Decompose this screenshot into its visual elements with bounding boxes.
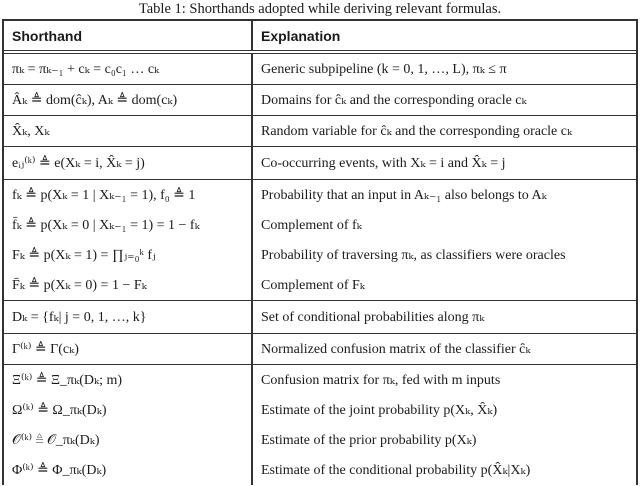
table-row bbox=[4, 365, 636, 395]
shorthand-cell: Γ⁽ᵏ⁾ ≜ Γ(cₖ) bbox=[4, 334, 253, 364]
shorthand-table bbox=[2, 19, 638, 485]
table-row bbox=[4, 455, 636, 485]
header-shorthand: Shorthand bbox=[4, 21, 253, 50]
explanation-cell: Generic subpipeline (k = 0, 1, …, L), πₖ ≤ π bbox=[261, 61, 507, 77]
shorthand-cell: Ω⁽ᵏ⁾ ≜ Ω_πₖ(Dₖ) bbox=[4, 395, 253, 425]
explanation-cell: Normalized confusion matrix of the classifier ĉₖ bbox=[261, 341, 531, 357]
table-row bbox=[4, 270, 636, 301]
table-row bbox=[4, 301, 636, 334]
explanation-cell: Complement of fₖ bbox=[261, 217, 362, 233]
shorthand-cell: πₖ = πₖ₋₁ + cₖ = c₀c₁ … cₖ bbox=[4, 54, 253, 84]
table-row bbox=[4, 54, 636, 85]
shorthand-cell: Âₖ ≜ dom(ĉₖ), Aₖ ≜ dom(cₖ) bbox=[4, 85, 253, 115]
table-caption: Table 1: Shorthands adopted while deriving relevant formulas. bbox=[138, 1, 502, 17]
table-row bbox=[4, 425, 636, 455]
explanation-cell: Estimate of the joint probability p(Xₖ, X̂ₖ) bbox=[261, 402, 498, 418]
explanation-cell: Confusion matrix for πₖ, fed with m inputs bbox=[261, 372, 501, 388]
table-header bbox=[4, 21, 636, 54]
shorthand-cell: Φ⁽ᵏ⁾ ≜ Φ_πₖ(Dₖ) bbox=[4, 455, 253, 485]
explanation-cell: Set of conditional probabilities along πₖ bbox=[261, 309, 485, 325]
explanation-cell: Complement of Fₖ bbox=[261, 277, 365, 293]
shorthand-cell: Ξ⁽ᵏ⁾ ≜ Ξ_πₖ(Dₖ; m) bbox=[4, 365, 253, 395]
table-body bbox=[4, 54, 636, 485]
table-row bbox=[4, 116, 636, 147]
explanation-cell: Co-occurring events, with Xₖ = i and X̂ₖ = j bbox=[261, 155, 506, 171]
table-row bbox=[4, 147, 636, 180]
shorthand-cell: F̄ₖ ≜ p(Xₖ = 0) = 1 − Fₖ bbox=[4, 270, 253, 300]
explanation-cell: Domains for ĉₖ and the corresponding oracle cₖ bbox=[261, 92, 527, 108]
explanation-cell: Estimate of the prior probability p(Xₖ) bbox=[261, 432, 477, 448]
shorthand-cell: Dₖ = {fₖ| j = 0, 1, …, k} bbox=[4, 301, 253, 333]
shorthand-cell: fₖ ≜ p(Xₖ = 1 | Xₖ₋₁ = 1), f₀ ≜ 1 bbox=[4, 180, 253, 210]
table-row bbox=[4, 180, 636, 210]
explanation-cell: Probability of traversing πₖ, as classifiers were oracles bbox=[261, 247, 566, 263]
table-row bbox=[4, 210, 636, 240]
table-row bbox=[4, 395, 636, 425]
shorthand-cell: Fₖ ≜ p(Xₖ = 1) = ∏ⱼ₌₀ᵏ fⱼ bbox=[4, 240, 253, 270]
table-row bbox=[4, 334, 636, 365]
table-row bbox=[4, 240, 636, 270]
explanation-cell: Random variable for ĉₖ and the corresponding oracle cₖ bbox=[261, 123, 573, 139]
shorthand-cell: 𝒪⁽ᵏ⁾ ≜ 𝒪_πₖ(Dₖ) bbox=[4, 425, 253, 455]
explanation-cell: Probability that an input in Aₖ₋₁ also belongs to Aₖ bbox=[261, 187, 547, 203]
shorthand-cell: eᵢⱼ⁽ᵏ⁾ ≜ e(Xₖ = i, X̂ₖ = j) bbox=[4, 147, 253, 179]
shorthand-cell: X̂ₖ, Xₖ bbox=[4, 116, 253, 146]
explanation-cell: Estimate of the conditional probability p(X̂ₖ|Xₖ) bbox=[261, 462, 531, 478]
header-explanation: Explanation bbox=[261, 27, 341, 44]
shorthand-cell: f̄ₖ ≜ p(Xₖ = 0 | Xₖ₋₁ = 1) = 1 − fₖ bbox=[4, 210, 253, 240]
table-row bbox=[4, 85, 636, 116]
